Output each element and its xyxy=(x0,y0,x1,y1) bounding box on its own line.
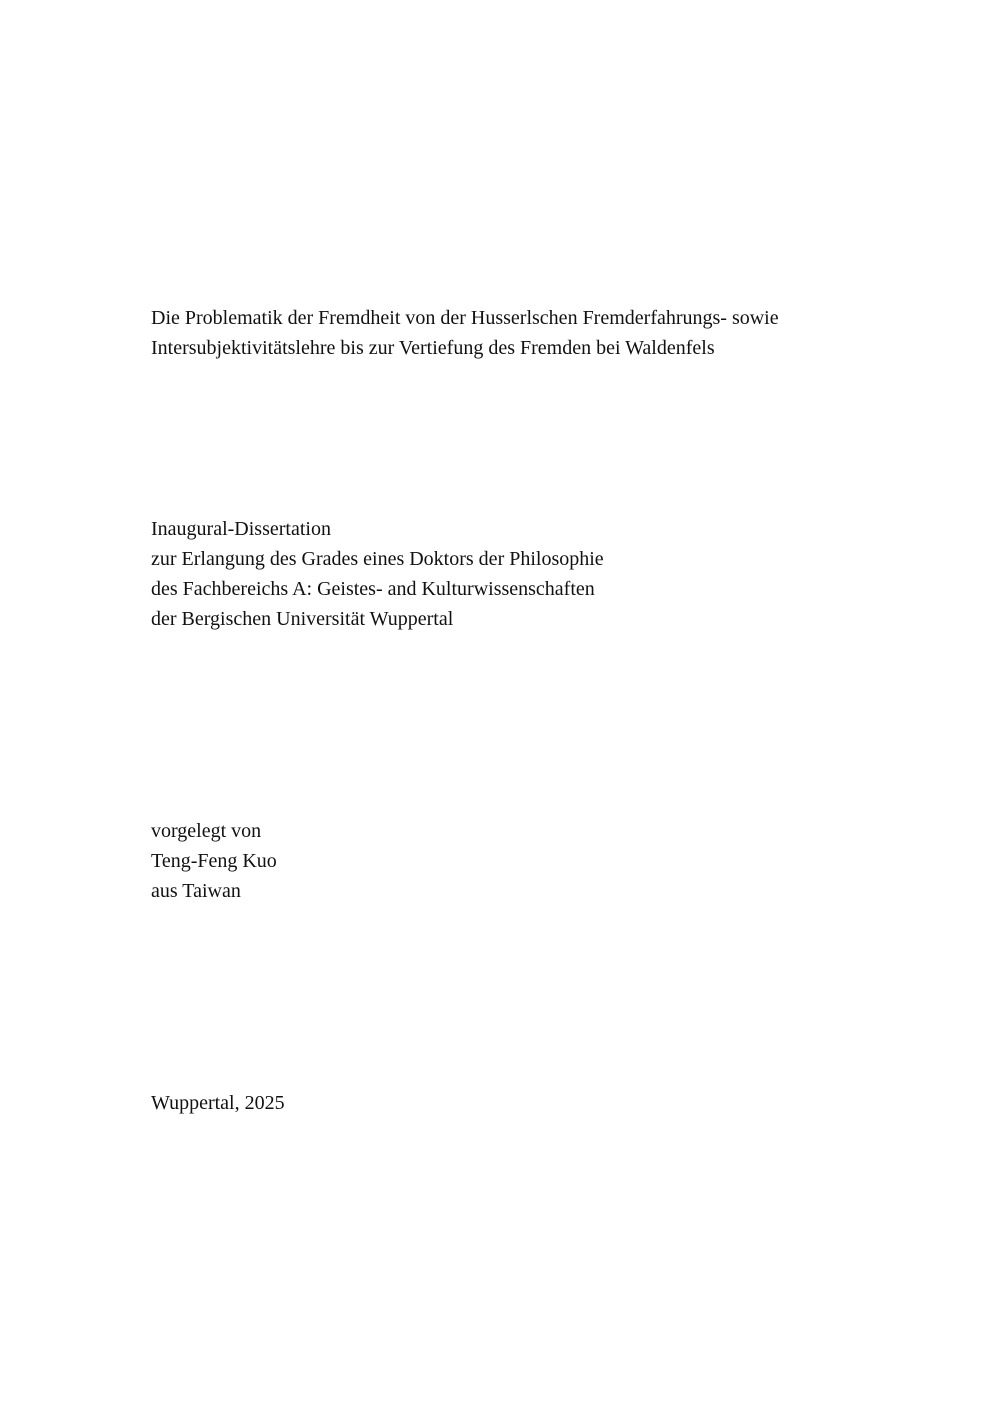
author-info xyxy=(151,816,277,906)
author-name: Teng-Feng Kuo xyxy=(151,850,277,872)
university: der Bergischen Universität Wuppertal xyxy=(151,608,454,630)
title-line-2: Intersubjektivitätslehre bis zur Vertiefung des Fremden bei Waldenfels xyxy=(151,337,715,359)
department: des Fachbereichs A: Geistes- and Kulturwissenschaften xyxy=(151,578,595,600)
place-date-block xyxy=(151,1088,285,1118)
dissertation-type: Inaugural-Dissertation xyxy=(151,518,331,540)
presented-by-label: vorgelegt von xyxy=(151,820,262,842)
dissertation-info xyxy=(151,514,604,634)
author-origin: aus Taiwan xyxy=(151,880,241,902)
degree-purpose: zur Erlangung des Grades eines Doktors der Philosophie xyxy=(151,548,604,570)
place-date: Wuppertal, 2025 xyxy=(151,1092,285,1114)
title-line-1: Die Problematik der Fremdheit von der Husserlschen Fremderfahrungs- sowie xyxy=(151,307,779,329)
dissertation-title xyxy=(151,303,779,363)
